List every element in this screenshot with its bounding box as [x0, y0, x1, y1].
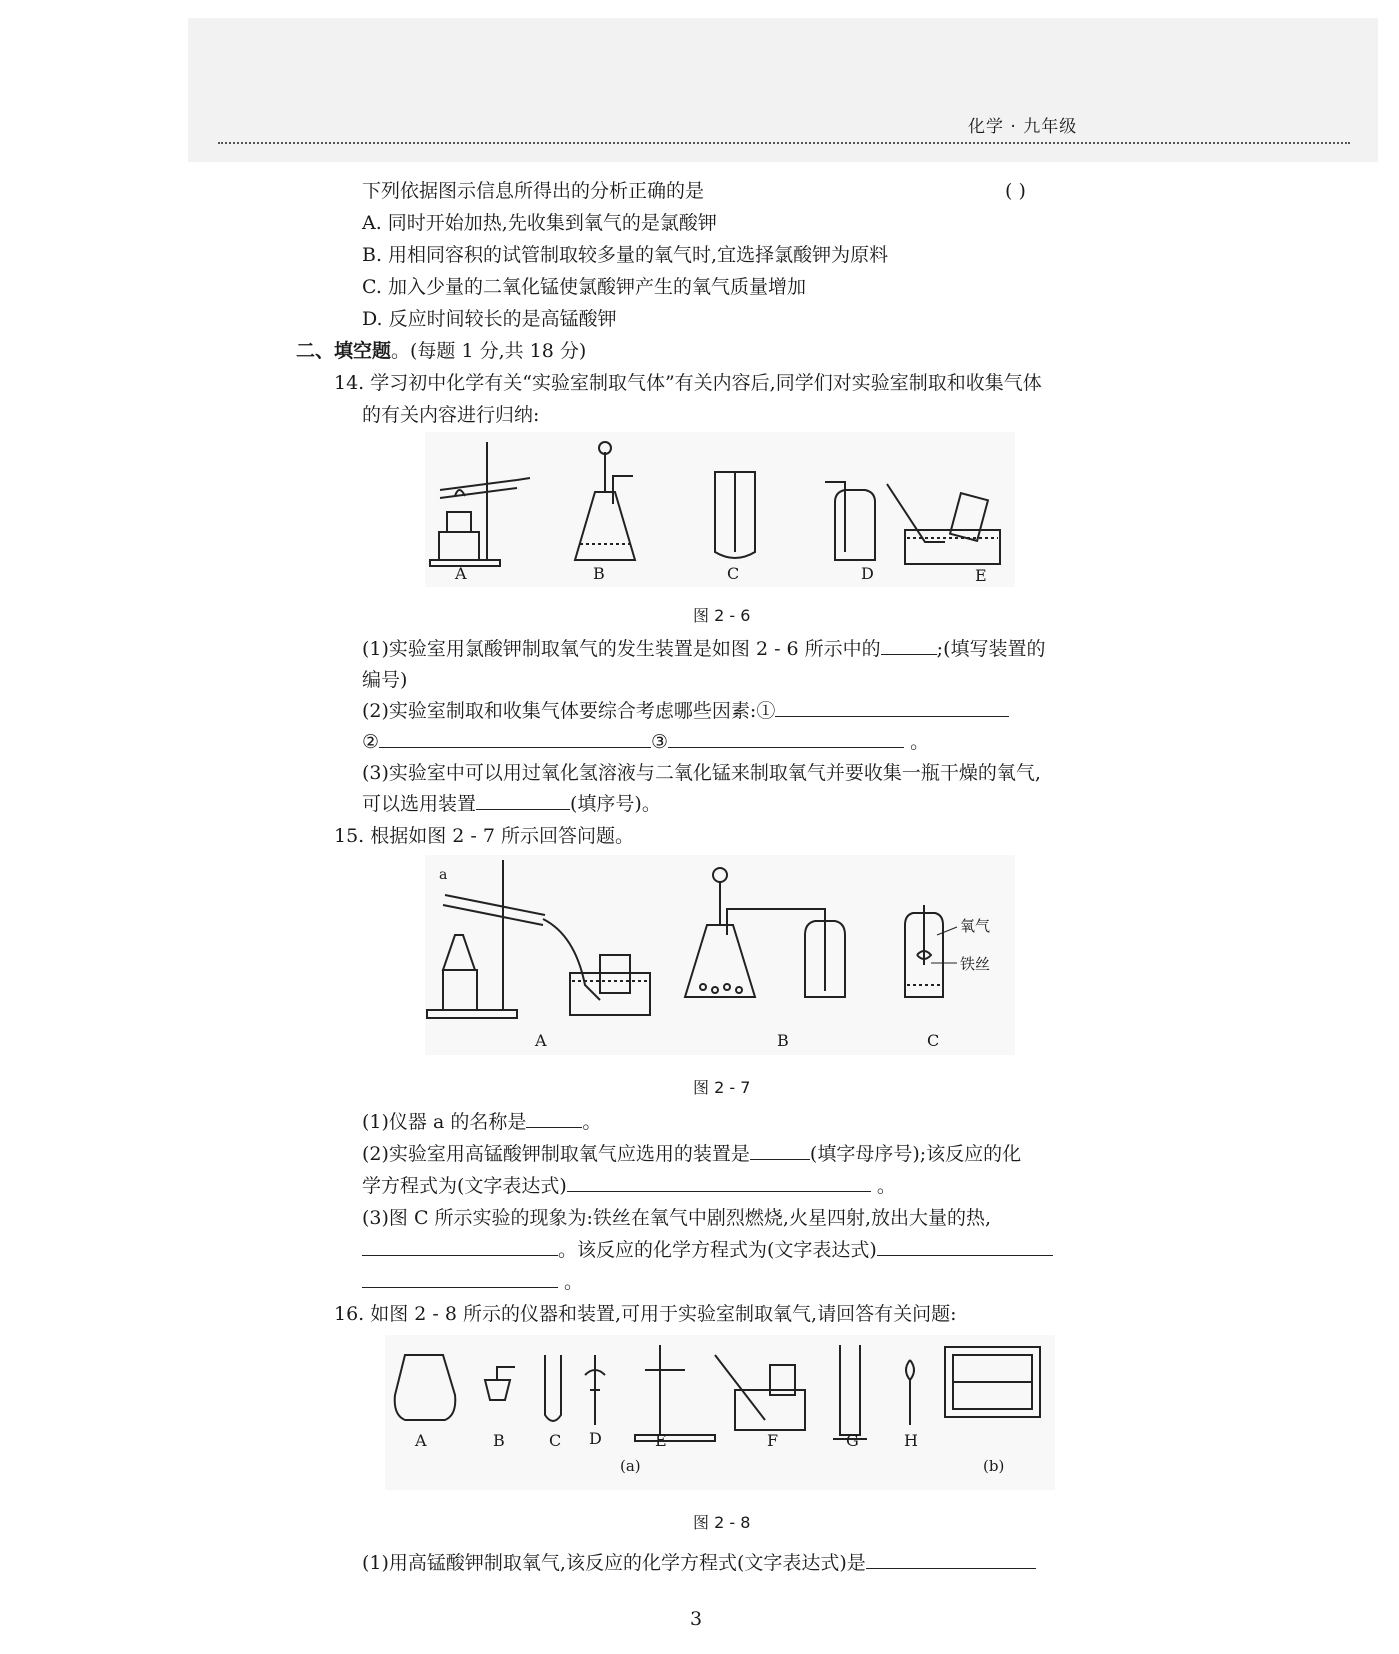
fig28-label-c: C: [549, 1431, 562, 1450]
fig26-label-d: D: [861, 564, 874, 583]
answer-blank[interactable]: [362, 1237, 558, 1256]
answer-blank[interactable]: [775, 698, 1009, 717]
fig27-label-b: B: [777, 1031, 789, 1050]
apparatus-d-bottle: [825, 482, 875, 560]
figure-2-8: [385, 1335, 1055, 1490]
fig27-label-a: A: [535, 1031, 547, 1050]
fig26-label-e: E: [975, 566, 987, 585]
q15-part3-line2: 。该反应的化学方程式为(文字表达式): [362, 1237, 1053, 1263]
figure-2-7: [425, 855, 1015, 1055]
q14-part1-line2: 编号): [362, 669, 408, 691]
fig27-label-c: C: [927, 1031, 940, 1050]
answer-blank[interactable]: [866, 1550, 1036, 1569]
q15-part3-line3: 。: [362, 1269, 583, 1295]
fig26-label-a: A: [455, 564, 467, 583]
q16-part1: (1)用高锰酸钾制取氧气,该反应的化学方程式(文字表达式)是: [362, 1550, 1036, 1576]
q13-stem: 下列依据图示信息所得出的分析正确的是: [362, 180, 705, 202]
section-title: 二、填空题: [296, 340, 392, 362]
q15-stem: 15. 根据如图 2 - 7 所示回答问题。: [334, 825, 635, 847]
figure-2-6: [425, 432, 1015, 587]
q13-option-c: C. 加入少量的二氧化锰使氯酸钾产生的氧气质量增加: [362, 276, 806, 298]
q14-stem-line1: 14. 学习初中化学有关“实验室制取气体”有关内容后,同学们对实验室制取和收集气体: [334, 372, 1042, 394]
fig28-label-g: G: [846, 1431, 859, 1450]
figure-2-6-caption: 图 2 - 6: [693, 606, 751, 625]
answer-blank[interactable]: [750, 1141, 810, 1160]
q15-part2-line2: 学方程式为(文字表达式) 。: [362, 1175, 896, 1197]
q15-part2-line1: (2)实验室用高锰酸钾制取氧气应选用的装置是 (填字母序号);该反应的化: [362, 1143, 1022, 1165]
figure-2-8-caption: 图 2 - 8: [693, 1513, 751, 1532]
apparatus-a-permanganate-setup: [427, 860, 650, 1018]
q15-part1: (1)仪器 a 的名称是 。: [362, 1111, 602, 1133]
fig27-label-a-pointer: a: [439, 867, 448, 883]
q14-part1-line1: (1)实验室用氯酸钾制取氧气的发生装置是如图 2 - 6 所示中的 ;(填写装置的: [362, 638, 1046, 660]
q13-option-a: A. 同时开始加热,先收集到氧气的是氯酸钾: [362, 212, 717, 234]
fig27-label-oxygen: 氧气: [960, 917, 991, 935]
answer-blank[interactable]: [668, 729, 904, 748]
q14-part3-line1: (3)实验室中可以用过氧化氢溶液与二氧化锰来制取氧气并要收集一瓶干燥的氧气,: [362, 762, 1041, 784]
fig28-sub-b: (b): [983, 1457, 1005, 1475]
q14-stem-line2: 的有关内容进行归纳:: [362, 404, 540, 426]
q14-part2-line2: ② ③ 。: [362, 731, 930, 753]
section-fill-in: [296, 338, 586, 364]
q16-stem: 16. 如图 2 - 8 所示的仪器和装置,可用于实验室制取氧气,请回答有关问题:: [334, 1303, 957, 1325]
q13-option-d: D. 反应时间较长的是高锰酸钾: [362, 308, 617, 330]
answer-blank[interactable]: [877, 1237, 1053, 1256]
q13-option-b: B. 用相同容积的试管制取较多量的氧气时,宜选择氯酸钾为原料: [362, 244, 889, 266]
header-subject: 化学 · 九年级: [968, 117, 1078, 137]
figure-2-7-caption: 图 2 - 7: [693, 1078, 751, 1097]
q14-part2-line1: (2)实验室制取和收集气体要综合考虑哪些因素:①: [362, 698, 1009, 724]
apparatus-b-flask: [575, 442, 635, 560]
fig26-label-b: B: [593, 564, 605, 583]
q13-answer-bracket: ( ): [1005, 180, 1026, 202]
instrument-a-alcohol-lamp: [395, 1355, 456, 1420]
fig28-label-e: E: [655, 1431, 667, 1450]
fig28-label-d: D: [589, 1429, 602, 1448]
answer-blank[interactable]: [476, 791, 570, 810]
fig28-label-a: A: [415, 1431, 427, 1450]
q15-part3-line1: (3)图 C 所示实验的现象为:铁丝在氧气中剧烈燃烧,火星四射,放出大量的热,: [362, 1207, 992, 1229]
page-number: 3: [690, 1608, 703, 1630]
instrument-d-funnel: [585, 1355, 605, 1425]
answer-blank[interactable]: [526, 1109, 582, 1128]
apparatus-c-bottle-up: [715, 472, 755, 558]
instrument-c-test-tube: [545, 1355, 561, 1421]
section-note: 。(每题 1 分,共 18 分): [391, 340, 587, 362]
fig26-label-c: C: [727, 564, 740, 583]
instrument-h-dropper: [906, 1360, 914, 1425]
header-dotted-rule: [218, 142, 1350, 144]
answer-blank[interactable]: [567, 1173, 871, 1192]
header-band: [188, 18, 1378, 162]
fig28-sub-a: (a): [620, 1457, 641, 1475]
answer-blank[interactable]: [379, 729, 651, 748]
fig27-label-iron-wire: 铁丝: [960, 955, 991, 973]
instrument-b-stopper: [485, 1367, 515, 1400]
instrument-g-cylinder: [833, 1345, 867, 1439]
answer-blank[interactable]: [362, 1269, 558, 1288]
apparatus-a-heating-setup: [430, 442, 530, 566]
apparatus-e-trough: [887, 484, 1000, 564]
q14-part3-line2: 可以选用装置 (填序号)。: [362, 793, 661, 815]
instrument-f-trough: [715, 1355, 805, 1430]
fig28-label-b: B: [493, 1431, 505, 1450]
apparatus-c-iron-wire-bottle: [905, 905, 957, 997]
fig28-label-h: H: [904, 1431, 918, 1450]
answer-blank[interactable]: [881, 636, 937, 655]
instrument-e-iron-stand: [635, 1345, 715, 1441]
apparatus-b-flask-and-bottle: [685, 868, 845, 997]
fig28-label-f: F: [767, 1431, 779, 1450]
